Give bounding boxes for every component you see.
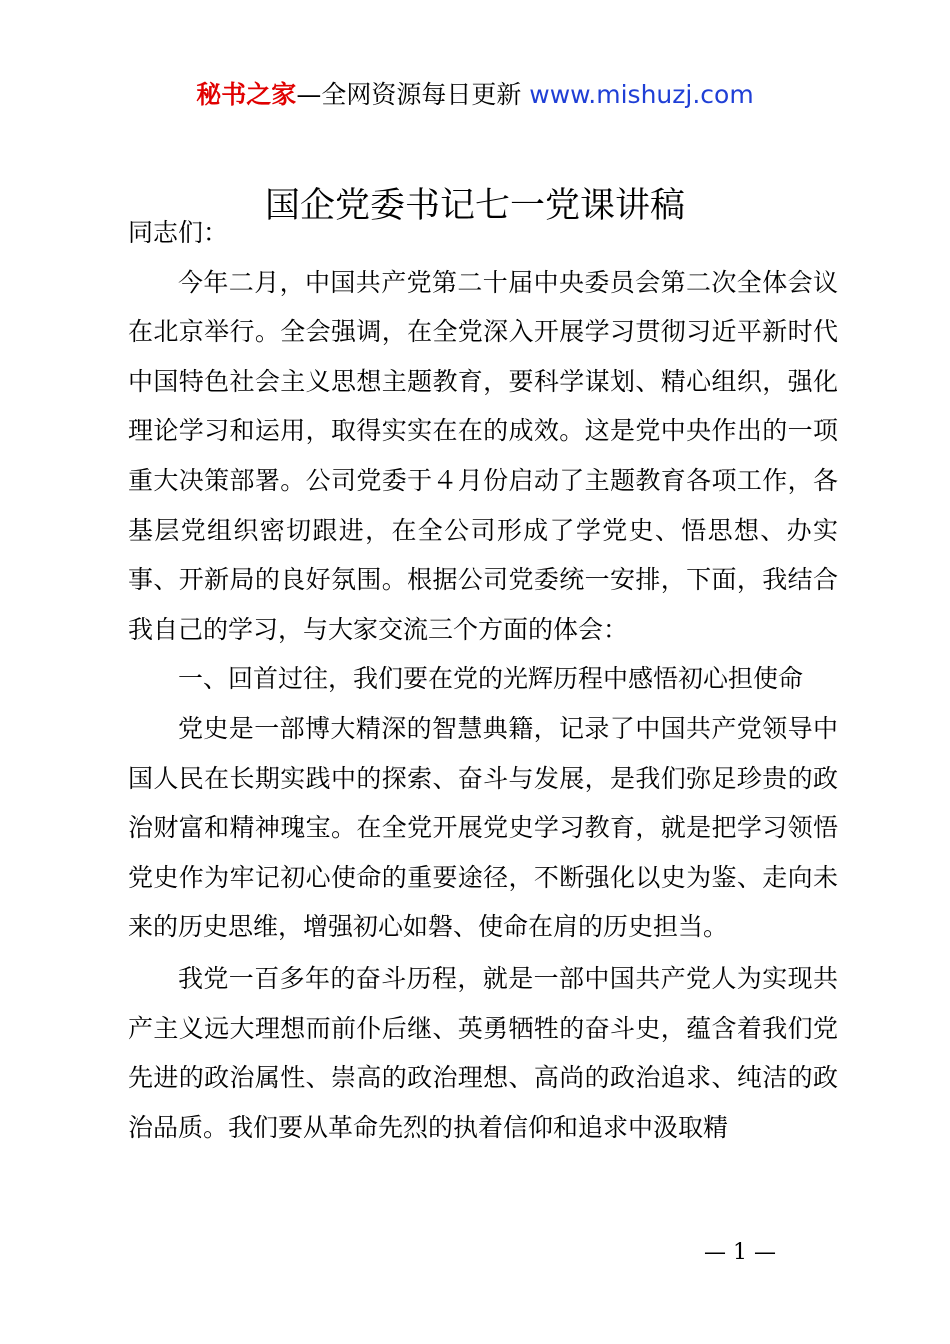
section-heading-1: 一、回首过往，我们要在党的光辉历程中感悟初心担使命: [178, 664, 804, 694]
paragraph-party-history: 党史是一部博大精深的智慧典籍，记录了中国共产党领导中国人民在长期实践中的探索、奋斗与发展，是我们弥足珍贵的政治财富和精神瑰宝。在全党开展党史学习教育，就是把学习领悟党史作为牢记初心使命的重要途径，不断强化以史为鉴、走向未来的历史思维，增强初心如磐、使命在肩的历史担当。: [128, 713, 838, 942]
document-body: [128, 208, 838, 1152]
salutation: 同志们：: [128, 218, 229, 247]
paragraph-struggle-history: 我党一百多年的奋斗历程，就是一部中国共产党人为实现共产主义远大理想而前仆后继、英勇牺牲的奋斗史，蕴含着我们党先进的政治属性、崇高的政治理想、高尚的政治追求、纯洁的政治品质。我们要从革命先烈的执着信仰和追求中汲取精: [128, 963, 838, 1142]
page-number: — 1 —: [704, 1240, 776, 1265]
paragraph-intro: 今年二月，中国共产党第二十届中央委员会第二次全体会议在北京举行。全会强调，在全党深入开展学习贯彻习近平新时代中国特色社会主义思想主题教育，要科学谋划、精心组织，强化理论学习和运用，取得实实在在的成效。这是党中央作出的一项重大决策部署。公司党委于４月份启动了主题教育各项工作，各基层党组织密切跟进，在全公司形成了学党史、悟思想、办实事、开新局的良好氛围。根据公司党委统一安排，下面，我结合我自己的学习，与大家交流三个方面的体会：: [128, 267, 838, 644]
site-tagline: —全网资源每日更新: [296, 80, 530, 109]
document-title: 国企党委书记七一党课讲稿: [264, 186, 685, 226]
site-header: [0, 78, 950, 112]
site-url-link[interactable]: www.mishuzj.com: [529, 80, 754, 109]
site-brand: 秘书之家: [196, 80, 297, 109]
